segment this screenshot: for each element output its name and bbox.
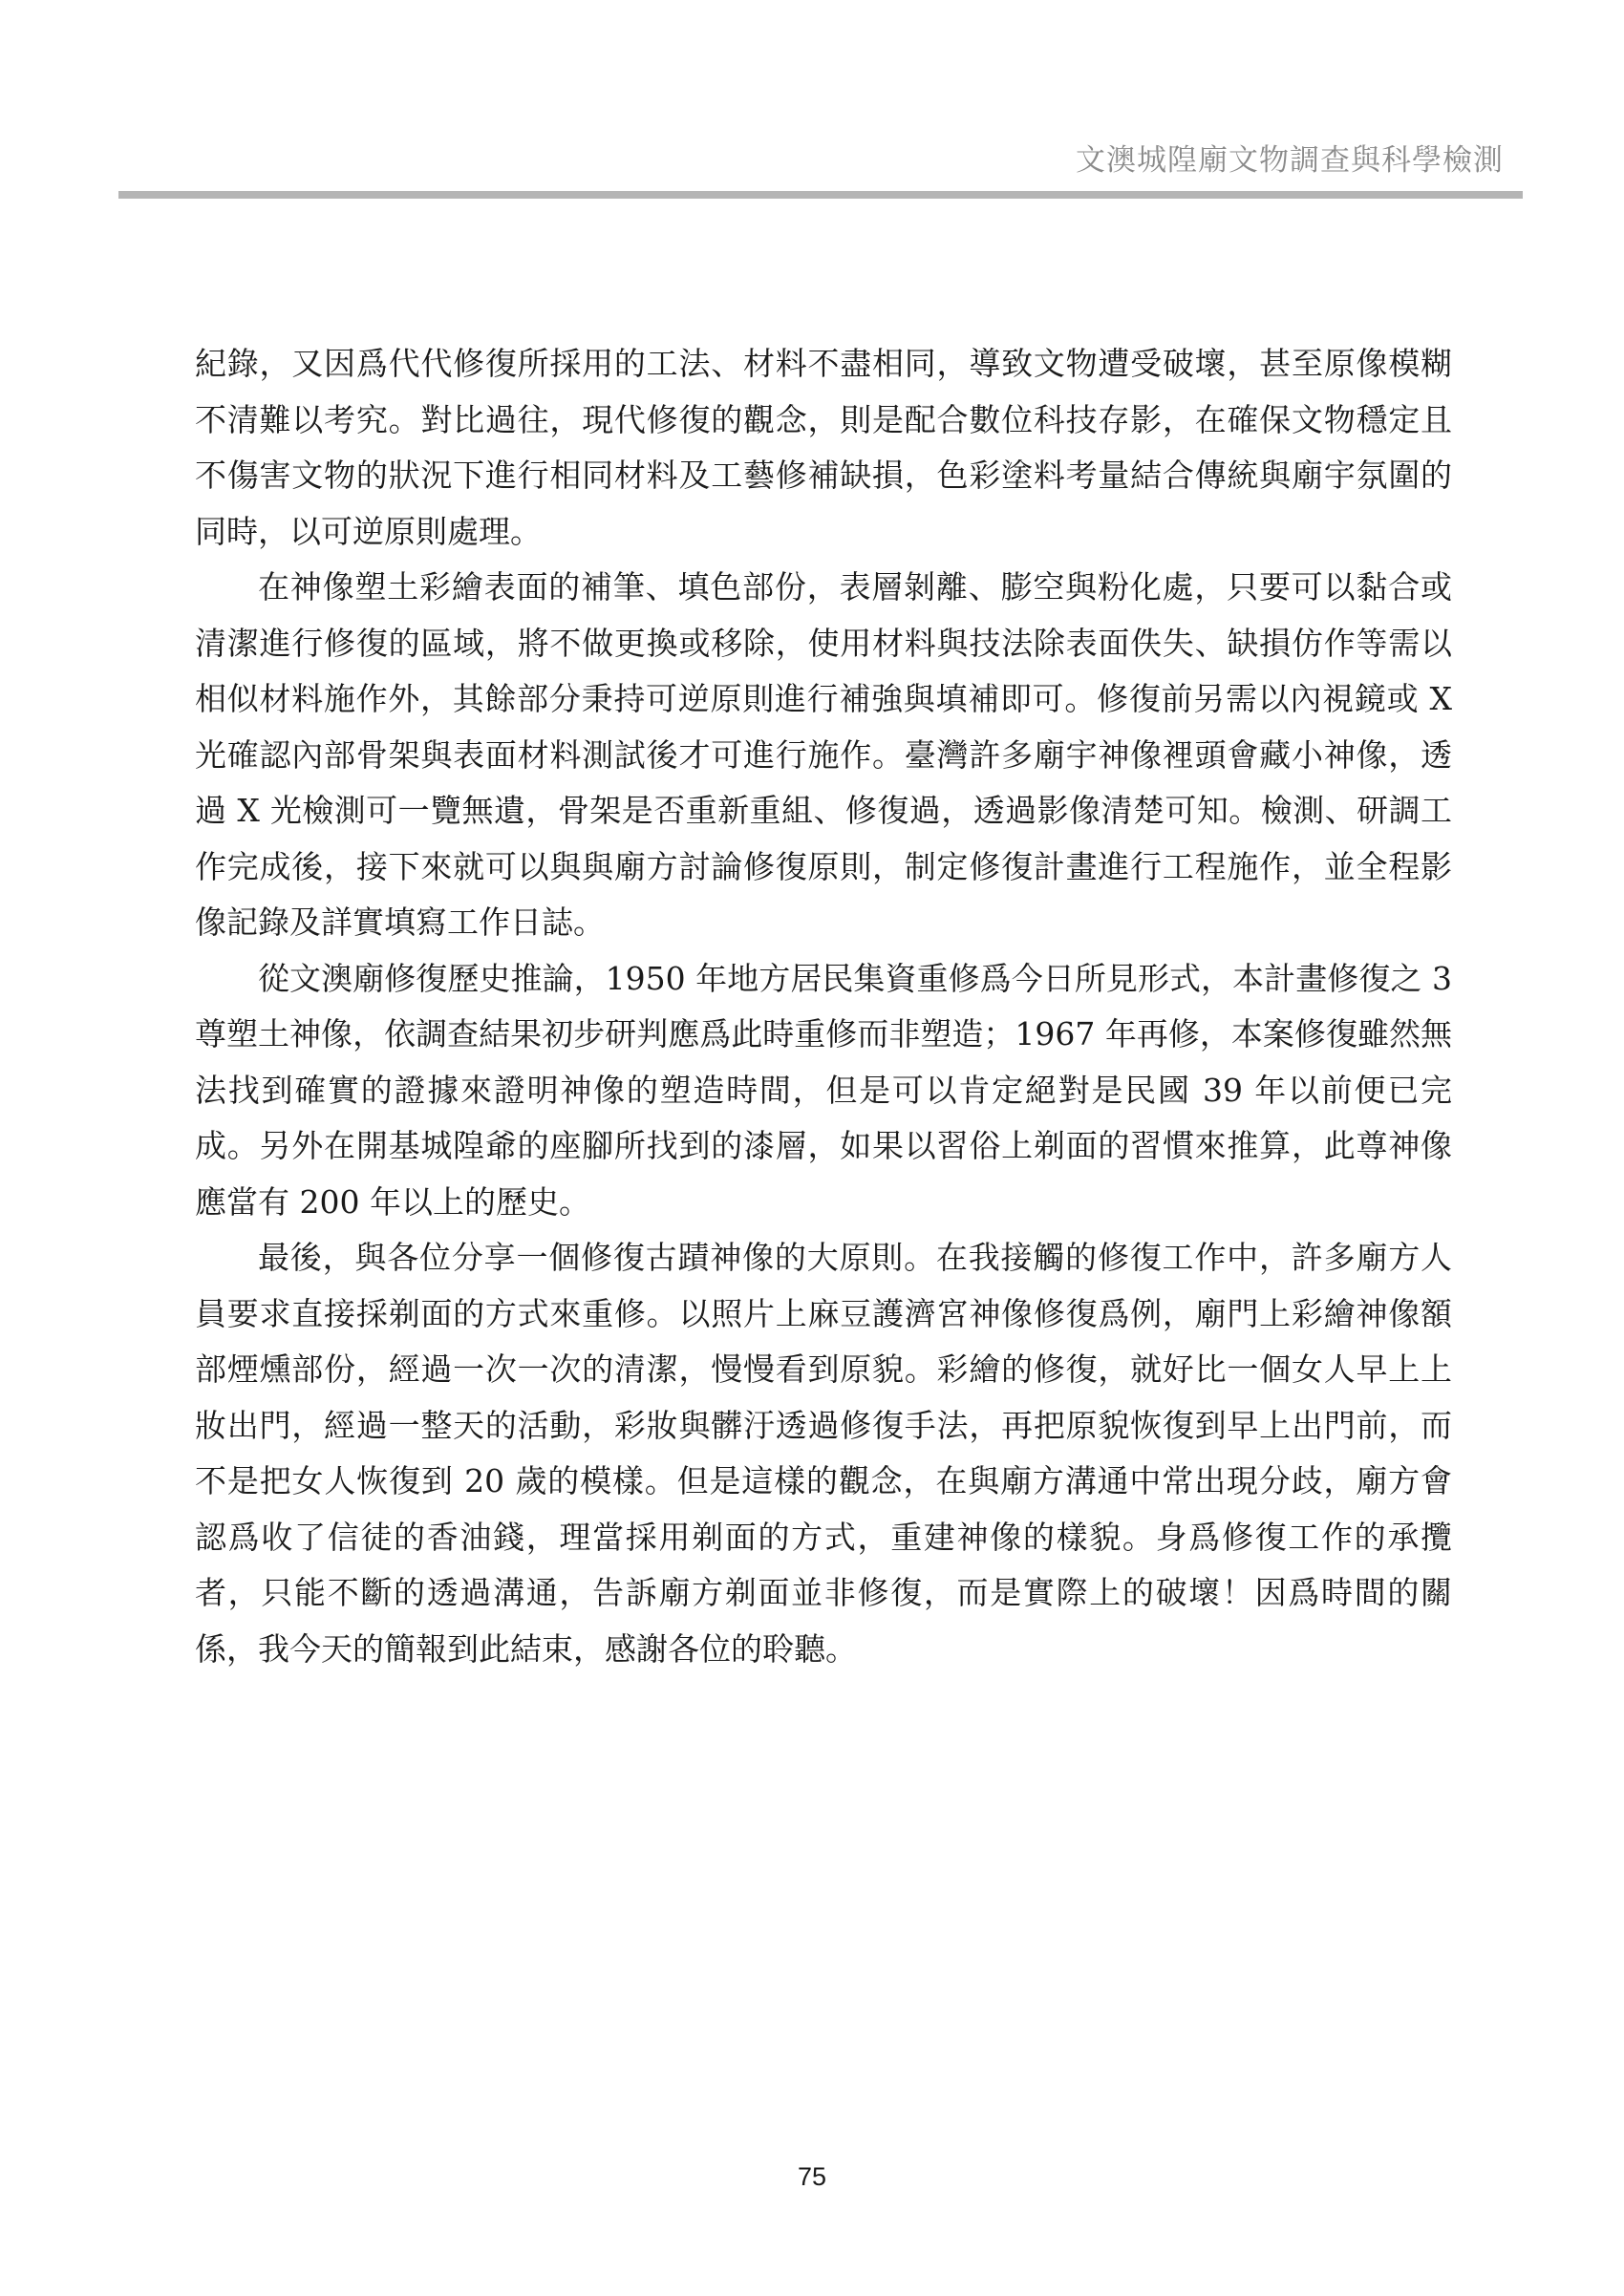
paragraph-closing-remarks: 最後，與各位分享一個修復古蹟神像的大原則。在我接觸的修復工作中，許多廟方人員要求直接採剃面的方式來重修。以照片上麻豆護濟宮神像修復爲例，廟門上彩繪神像額部煙燻部份，經過一次一次的清潔，慢慢看到原貌。彩繪的修復，就好比一個女人早上上妝出門，經過一整天的活動，彩妝與髒汙透過修復手法，再把原貌恢復到早上出門前，而不是把女人恢復到 20 歲的模樣。但是這樣的觀念，在與廟方溝通中常出現分歧，廟方會認爲收了信徒的香油錢，理當採用剃面的方式，重建神像的樣貌。身爲修復工作的承攬者，只能不斷的透過溝通，告訴廟方剃面並非修復，而是實際上的破壞！因爲時間的關係，我今天的簡報到此結束，感謝各位的聆聽。 (195, 1239, 1452, 1668)
paragraph-restoration-history: 從文澳廟修復歷史推論，1950 年地方居民集資重修爲今日所見形式，本計畫修復之 3 尊塑土神像，依調查結果初步研判應爲此時重修而非塑造；1967 年再修，本案修復雖然無法找到確實的證據來證明神像的塑造時間，但是可以肯定絕對是民國 39 年以前便已完成。另外在開基城隍爺的座腳所找到的漆層，如果以習俗上剃面的習慣來推算，此尊神像應當有 200 年以上的歷史。 (195, 959, 1452, 1221)
paragraph-continuation: 紀錄，又因爲代代修復所採用的工法、材料不盡相同，導致文物遭受破壞，甚至原像模糊不清難以考究。對比過往，現代修復的觀念，則是配合數位科技存影，在確保文物穩定且不傷害文物的狀況下進行相同材料及工藝修補缺損，色彩塗料考量結合傳統與廟宇氛圍的同時，以可逆原則處理。 (195, 345, 1452, 550)
header-divider (118, 191, 1523, 199)
body-text (195, 336, 1452, 1677)
running-header-title: 文澳城隍廟文物調查與科學檢測 (1076, 143, 1504, 178)
page-number: 75 (797, 2162, 827, 2191)
paragraph-restoration-method: 在神像塑土彩繪表面的補筆、填色部份，表層剝離、膨空與粉化處，只要可以黏合或清潔進行修復的區域，將不做更換或移除，使用材料與技法除表面佚失、缺損仿作等需以相似材料施作外，其餘部分秉持可逆原則進行補強與填補即可。修復前另需以內視鏡或 X 光確認內部骨架與表面材料測試後才可進行施作。臺灣許多廟宇神像裡頭會藏小神像，透過 X 光檢測可一覽無遺，骨架是否重新重組、修復過，透過影像清楚可知。檢測、研調工作完成後，接下來就可以與與廟方討論修復原則，制定修復計畫進行工程施作，並全程影像記錄及詳實填寫工作日誌。 (195, 568, 1452, 941)
